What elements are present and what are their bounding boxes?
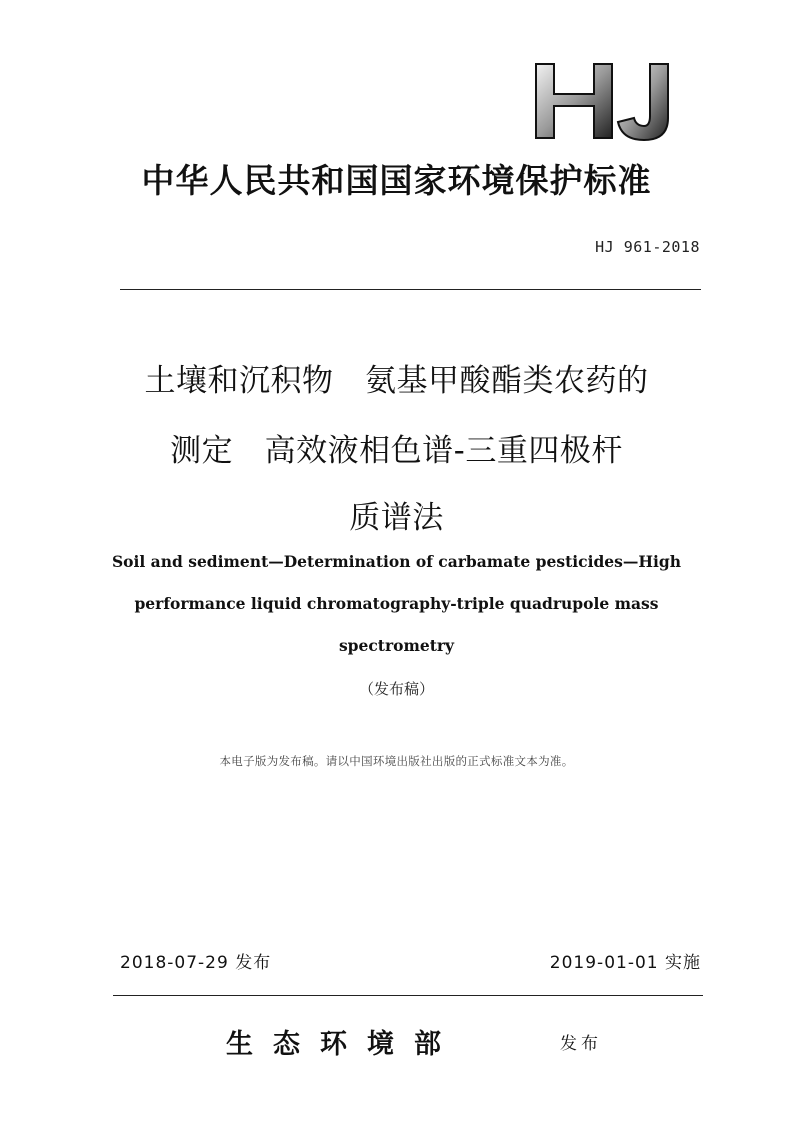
publisher-suffix: 发布 [560,1034,602,1054]
electronic-version-notice: 本电子版为发布稿。请以中国环境出版社出版的正式标准文本为准。 [219,754,574,768]
english-title-line-2: performance liquid chromatography-triple quadrupole mass [134,594,659,613]
top-divider [120,289,701,290]
publisher-name: 生态环境部 [226,1029,461,1060]
bottom-divider [113,995,703,996]
english-title-line-3: spectrometry [338,636,455,655]
chinese-title-line-3: 质谱法 [349,500,444,536]
issuing-authority-title: 中华人民共和国国家环境保护标准 [141,161,652,200]
implementation-date: 2019-01-01 实施 [549,953,701,973]
issue-date: 2018-07-29 发布 [120,953,272,973]
chinese-title-line-1: 土壤和沉积物 氨基甲酸酯类农药的 [144,363,649,399]
draft-label: （发布稿） [358,680,434,698]
english-title-line-1: Soil and sediment—Determination of carbamate pesticides—High [111,552,682,571]
chinese-title-line-2: 测定 高效液相色谱-三重四极杆 [170,433,623,469]
hj-logo-graphic [532,62,682,142]
hj-logo [532,62,682,142]
standard-number: HJ 961-2018 [595,238,700,256]
